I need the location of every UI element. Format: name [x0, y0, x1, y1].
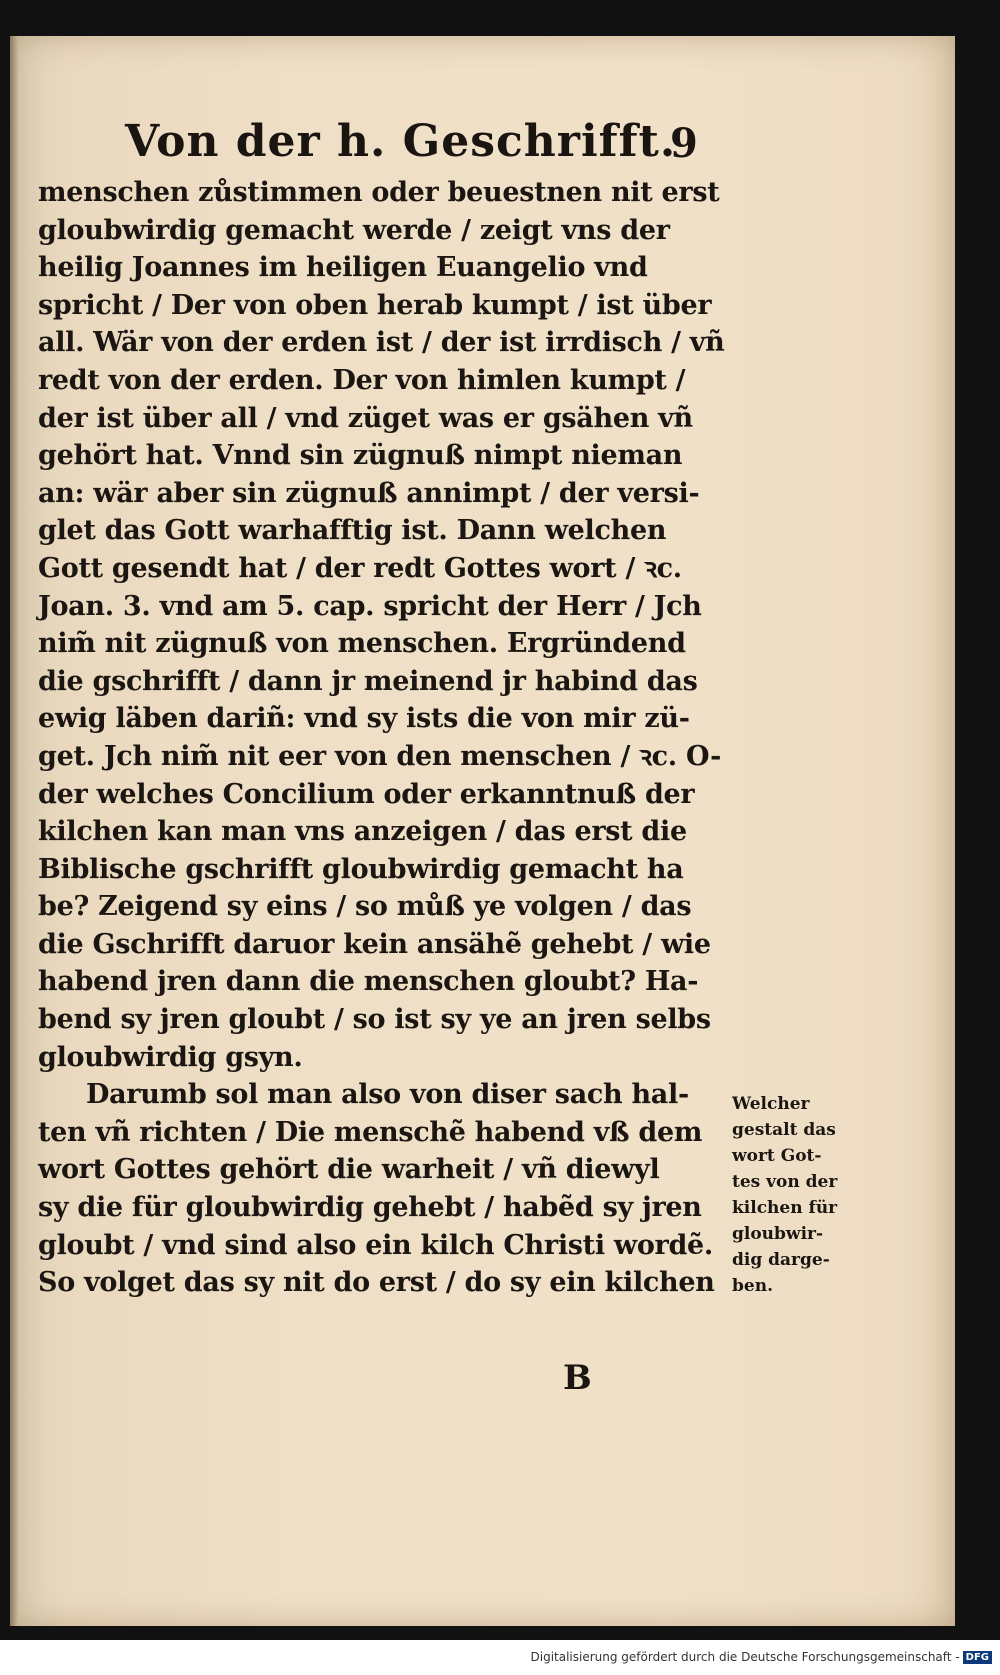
- text-line: an: wär aber sin zügnuß annimpt / der versi-: [38, 477, 700, 509]
- text-line: Biblische gschrifft gloubwirdig gemacht ha: [38, 853, 684, 885]
- text-line: die gschrifft / dann jr meinend jr habind das: [38, 665, 698, 697]
- marginal-line: kilchen für: [732, 1198, 838, 1218]
- footer-bar: [0, 1640, 1000, 1675]
- marginal-line: dig darge-: [732, 1250, 830, 1270]
- text-line: get. Jch nim̃ nit eer von den menschen / ꝛc. O-: [38, 740, 722, 772]
- funding-credit-text: Digitalisierung gefördert durch die Deutsche Forschungsgemeinschaft -: [530, 1650, 960, 1664]
- marginal-line: gloubwir-: [732, 1224, 824, 1244]
- marginal-line: Welcher: [732, 1094, 810, 1114]
- text-line: heilig Joannes im heiligen Euangelio vnd: [38, 252, 648, 284]
- text-line: be? Zeigend sy eins / so můß ye volgen / das: [38, 891, 692, 923]
- text-line: der welches Concilium oder erkanntnuß der: [38, 778, 695, 810]
- body-text: [38, 174, 738, 1302]
- text-line: die Gschrifft daruor kein ansähẽ gehebt / wie: [38, 928, 711, 960]
- text-line: spricht / Der von oben herab kumpt / ist über: [38, 289, 712, 321]
- marginal-line: ben.: [732, 1276, 773, 1296]
- signature-mark: B: [563, 1358, 592, 1398]
- text-line: habend jren dann die menschen gloubt? Ha-: [38, 966, 699, 998]
- running-head: Von der h. Geschrifft.: [125, 116, 677, 167]
- text-line: menschen zůstimmen oder beuestnen nit erst: [38, 177, 720, 208]
- text-line: all. Wär von der erden ist / der ist irrdisch / vñ: [38, 327, 725, 359]
- text-line: gloubwirdig gsyn.: [38, 1041, 303, 1073]
- text-line: gehört hat. Vnnd sin zügnuß nimpt nieman: [38, 440, 683, 472]
- text-line: kilchen kan man vns anzeigen / das erst die: [38, 816, 687, 848]
- page-gutter-edge: [10, 36, 18, 1626]
- text-line: Gott gesendt hat / der redt Gottes wort / ꝛc.: [38, 552, 682, 584]
- text-line: redt von der erden. Der von himlen kumpt /: [38, 364, 686, 396]
- text-line: So volget das sy nit do erst / do sy ein kilchen: [38, 1267, 715, 1299]
- text-line: Joan. 3. vnd am 5. cap. spricht der Herr / Jch: [38, 590, 702, 622]
- text-line: gloubt / vnd sind also ein kilch Christi wordẽ.: [38, 1229, 714, 1261]
- text-line: der ist über all / vnd züget was er gsähen vñ: [38, 402, 693, 434]
- funding-credit: [531, 1650, 993, 1664]
- text-line: bend sy jren gloubt / so ist sy ye an jren selbs: [38, 1004, 711, 1036]
- marginal-line: tes von der: [732, 1172, 838, 1192]
- text-line: ten vñ richten / Die menschẽ habend vß dem: [38, 1116, 703, 1148]
- text-line: ewig läben dariñ: vnd sy ists die von mir zü-: [38, 703, 690, 735]
- paragraph-start-line: Darumb sol man also von diser sach hal-: [86, 1079, 689, 1111]
- book-page: [10, 36, 955, 1626]
- dfg-logo: DFG: [963, 1651, 992, 1664]
- page-number: 9: [670, 120, 698, 167]
- marginal-note: [732, 1091, 852, 1299]
- text-line: gloubwirdig gemacht werde / zeigt vns der: [38, 214, 670, 246]
- text-line: glet das Gott warhafftig ist. Dann welchen: [38, 515, 667, 547]
- text-line: sy die für gloubwirdig gehebt / habẽd sy jren: [38, 1192, 702, 1224]
- marginal-line: gestalt das: [732, 1120, 836, 1140]
- marginal-line: wort Got-: [732, 1146, 822, 1166]
- text-line: wort Gottes gehört die warheit / vñ diewyl: [38, 1154, 660, 1186]
- text-line: nim̃ nit zügnuß von menschen. Ergründend: [38, 628, 686, 660]
